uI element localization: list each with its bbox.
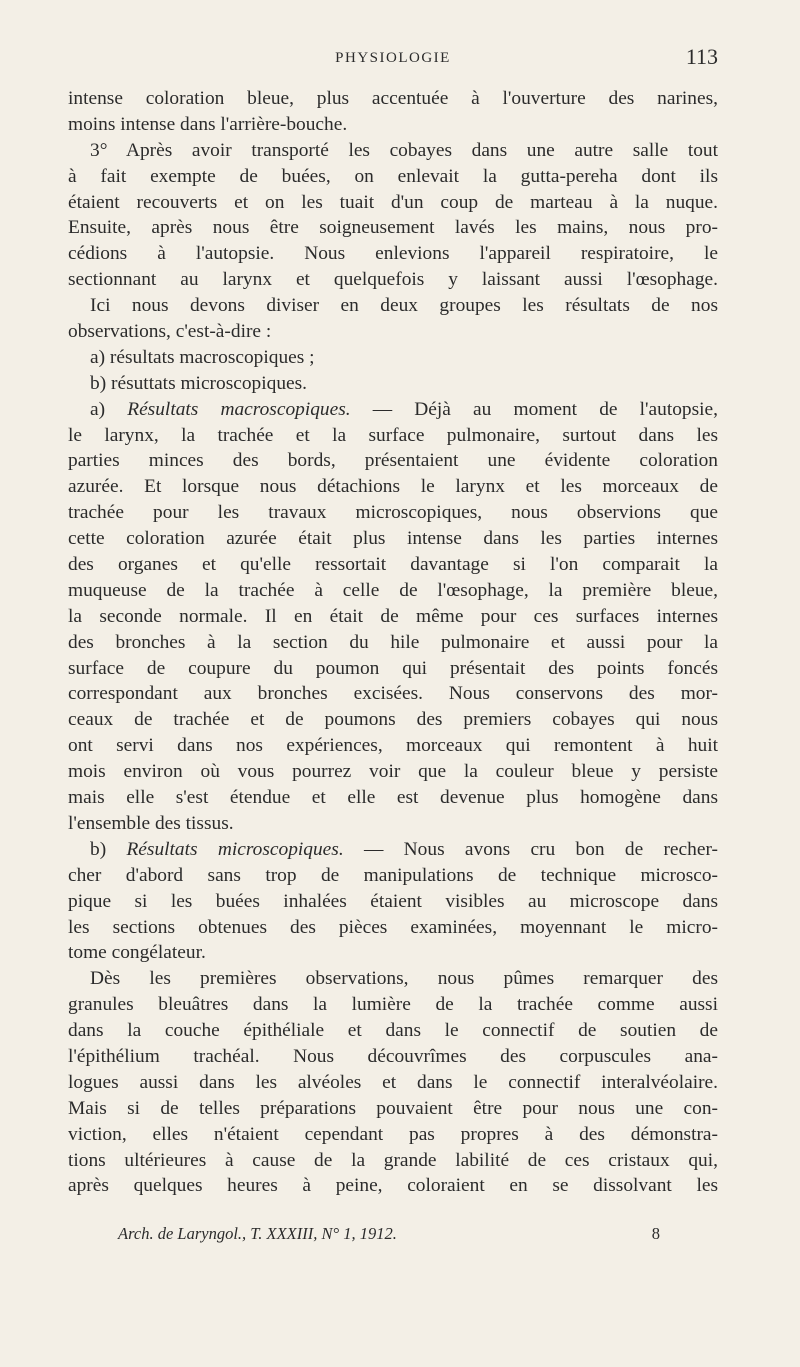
- text-line: pique si les buées inhalées étaient visibles au microscope dans: [68, 890, 718, 912]
- text-line: les sections obtenues des pièces examinées, moyennant le micro-: [68, 916, 718, 938]
- section-a-text: — Déjà au moment de l'autopsie,: [350, 398, 718, 420]
- text-line: cédions à l'autopsie. Nous enlevions l'appareil respiratoire, le: [68, 243, 718, 265]
- text-line: intense coloration bleue, plus accentuée à l'ouverture des narines,: [68, 88, 718, 109]
- page-header: [68, 44, 718, 74]
- text-line: viction, elles n'étaient cependant pas propres à des démonstra-: [68, 1123, 718, 1145]
- text-line: parties minces des bords, présentaient une évidente coloration: [68, 450, 718, 472]
- text-line: Mais si de telles préparations pouvaient être pour nous une con-: [68, 1097, 718, 1119]
- text-line: trachée pour les travaux microscopiques, nous observions que: [68, 502, 718, 524]
- list-item-b: b) résuttats microscopiques.: [90, 372, 308, 394]
- page-number: 113: [685, 44, 718, 69]
- text-line: ont servi dans nos expériences, morceaux qui remontent à huit: [68, 735, 718, 757]
- text-line: surface de coupure du poumon qui présentait des points foncés: [68, 657, 718, 679]
- body-text: [68, 86, 718, 1199]
- section-b-text: — Nous avons cru bon de recher-: [343, 838, 718, 860]
- page-footer: [118, 1224, 660, 1244]
- text-line: sectionnant au larynx et quelquefois y laissant aussi l'œsophage.: [68, 269, 718, 291]
- text-line: étaient recouverts et on les tuait d'un coup de marteau à la nuque.: [68, 191, 718, 213]
- journal-citation: Arch. de Laryngol., T. XXXIII, N° 1, 1912.: [118, 1224, 397, 1243]
- section-a-label: a): [90, 398, 106, 420]
- text-line: après quelques heures à peine, coloraient en se dissolvant les: [68, 1175, 718, 1197]
- text-line: la seconde normale. Il en était de même pour ces surfaces internes: [68, 605, 718, 627]
- text-line: granules bleuâtres dans la lumière de la trachée comme aussi: [68, 994, 718, 1016]
- section-b-heading-line: [68, 837, 718, 863]
- text-line: correspondant aux bronches excisées. Nous conservons des mor-: [68, 683, 718, 705]
- text-line: Dès les premières observations, nous pûmes remarquer des: [90, 968, 718, 990]
- text-line: tome congélateur.: [68, 942, 206, 964]
- text-line: tions ultérieures à cause de la grande labilité de ces cristaux qui,: [68, 1149, 718, 1171]
- text-line: cette coloration azurée était plus intense dans les parties internes: [68, 528, 718, 550]
- text-line: dans la couche épithéliale et dans le connectif de soutien de: [68, 1020, 718, 1042]
- signature-mark: 8: [651, 1224, 660, 1243]
- text-line: muqueuse de la trachée à celle de l'œsophage, la première bleue,: [68, 579, 718, 601]
- section-b-title: Résultats microscopiques.: [126, 838, 344, 860]
- text-line: l'ensemble des tissus.: [68, 812, 234, 834]
- section-a-heading-line: [68, 397, 718, 423]
- text-line: observations, c'est-à-dire :: [68, 321, 272, 343]
- text-line: ceaux de trachée et de poumons des premiers cobayes qui nous: [68, 709, 718, 731]
- text-line: moins intense dans l'arrière-bouche.: [68, 113, 348, 135]
- text-line: logues aussi dans les alvéoles et dans le connectif interalvéolaire.: [68, 1071, 718, 1093]
- text-line: mais elle s'est étendue et elle est devenue plus homogène dans: [68, 787, 718, 809]
- text-line: mois environ où vous pourrez voir que la couleur bleue y persiste: [68, 761, 718, 783]
- text-line: 3° Après avoir transporté les cobayes dans une autre salle tout: [90, 139, 718, 161]
- text-line: cher d'abord sans trop de manipulations de technique microsco-: [68, 864, 718, 886]
- text-line: le larynx, la trachée et la surface pulmonaire, surtout dans les: [68, 424, 718, 446]
- text-line: Ensuite, après nous être soigneusement lavés les mains, nous pro-: [68, 217, 718, 239]
- list-item-a: a) résultats macroscopiques ;: [90, 346, 315, 368]
- section-a-title: Résultats macroscopiques.: [127, 398, 351, 420]
- text-line: l'épithélium trachéal. Nous découvrîmes des corpuscules ana-: [68, 1045, 718, 1067]
- text-line: azurée. Et lorsque nous détachions le larynx et les morceaux de: [68, 476, 718, 498]
- text-line: Ici nous devons diviser en deux groupes les résultats de nos: [90, 295, 718, 317]
- running-title: PHYSIOLOGIE: [335, 50, 451, 66]
- section-b-label: b): [90, 838, 107, 860]
- text-line: à fait exempte de buées, on enlevait la gutta-pereha dont ils: [68, 165, 718, 187]
- text-line: des bronches à la section du hile pulmonaire et aussi pour la: [68, 631, 718, 653]
- text-line: des organes et qu'elle ressortait davantage si l'on comparait la: [68, 554, 718, 576]
